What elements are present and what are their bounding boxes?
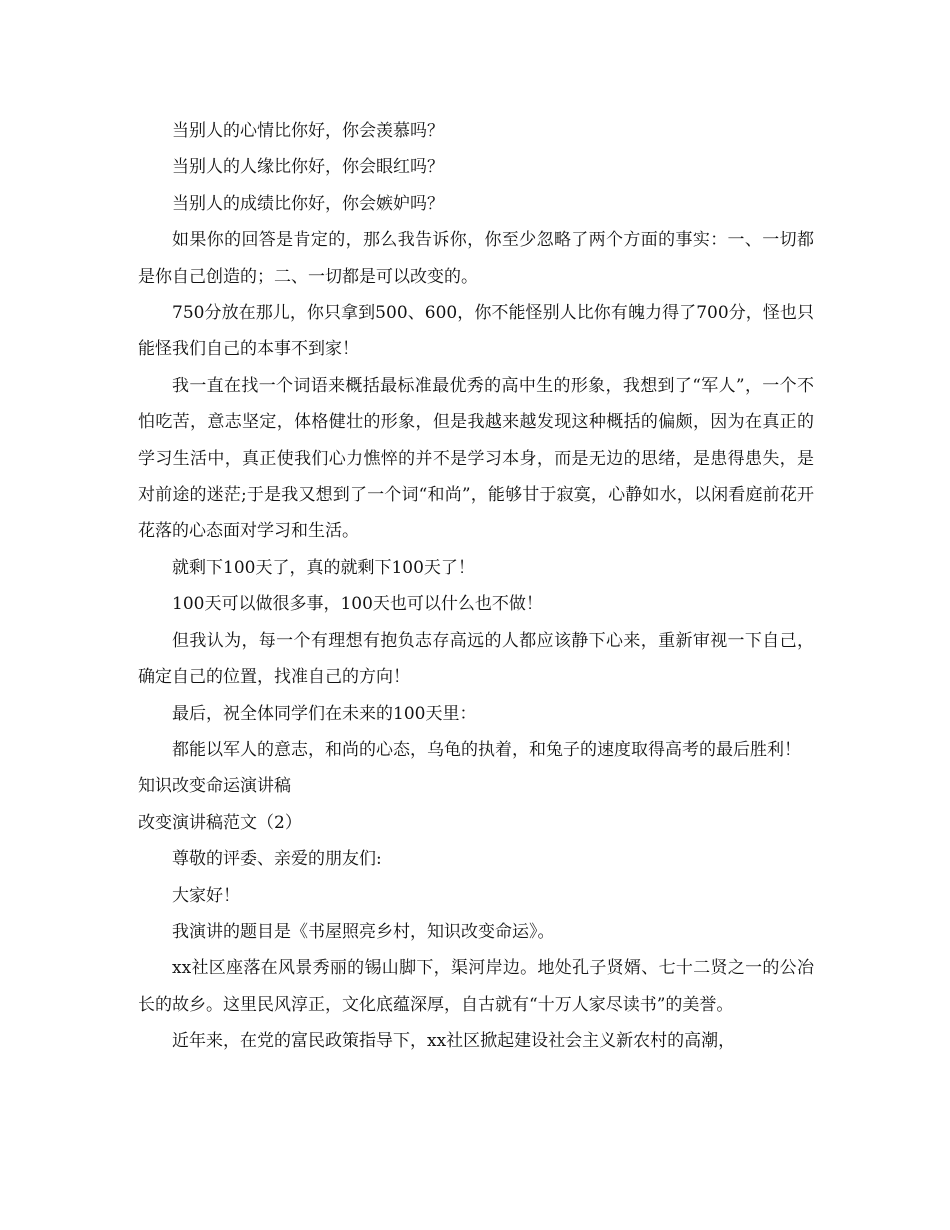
document-body xyxy=(138,113,814,1060)
paragraph: 当别人的心情比你好，你会羡慕吗？ xyxy=(172,121,444,141)
paragraph: xx社区座落在风景秀丽的锡山脚下，渠河岸边。地处孔子贤婿、七十二贤之一的公冶长的故乡。这里民风淳正，文化底蕴深厚，自古就有“十万人家尽读书”的美誉。 xyxy=(138,958,814,1015)
paragraph: 如果你的回答是肯定的，那么我告诉你，你至少忽略了两个方面的事实：一、一切都是你自己创造的；二、一切都是可以改变的。 xyxy=(138,230,814,287)
paragraph: 我演讲的题目是《书屋照亮乡村，知识改变命运》。 xyxy=(172,921,555,942)
paragraph: 但我认为，每一个有理想有抱负志存高远的人都应该静下心来，重新审视一下自己，确定自己的位置，找准自己的方向！ xyxy=(138,630,814,688)
paragraph: 我一直在找一个词语来概括最标准最优秀的高中生的形象，我想到了“军人”，一个不怕吃苦，意志坚定，体格健壮的形象，但是我越来越发现这种概括的偏颇，因为在真正的学习生活中，真正使我们心力憔悴的并不是学习本身，而是无边的思绪，是患得患失，是对前途的迷茫;于是我又想到了一个词“和尚”，能够甘于寂寞，心静如水，以闲看庭前花开花落的心态面对学习和生活。 xyxy=(138,375,814,542)
paragraph: 尊敬的评委、亲爱的朋友们: xyxy=(172,849,382,870)
paragraph: 当别人的成绩比你好，你会嫉妒吗？ xyxy=(172,193,444,214)
paragraph: 100天可以做很多事，100天也可以什么也不做！ xyxy=(172,594,543,615)
section-title: 知识改变命运演讲稿 xyxy=(138,776,291,797)
section-subtitle: 改变演讲稿范文（2） xyxy=(138,812,302,833)
paragraph: 最后，祝全体同学们在未来的100天里： xyxy=(172,703,477,724)
paragraph: 都能以军人的意志，和尚的心态，乌龟的执着，和兔子的速度取得高考的最后胜利！ xyxy=(172,739,801,760)
paragraph: 就剩下100天了，真的就剩下100天了！ xyxy=(172,557,475,578)
paragraph: 大家好！ xyxy=(172,885,240,906)
paragraph: 近年来，在党的富民政策指导下，xx社区掀起建设社会主义新农村的高潮， xyxy=(172,1031,736,1052)
paragraph: 750分放在那儿，你只拿到500、600，你不能怪别人比你有魄力得了700分，怪也只能怪我们自己的本事不到家！ xyxy=(138,303,814,360)
paragraph: 当别人的人缘比你好，你会眼红吗？ xyxy=(172,157,444,178)
